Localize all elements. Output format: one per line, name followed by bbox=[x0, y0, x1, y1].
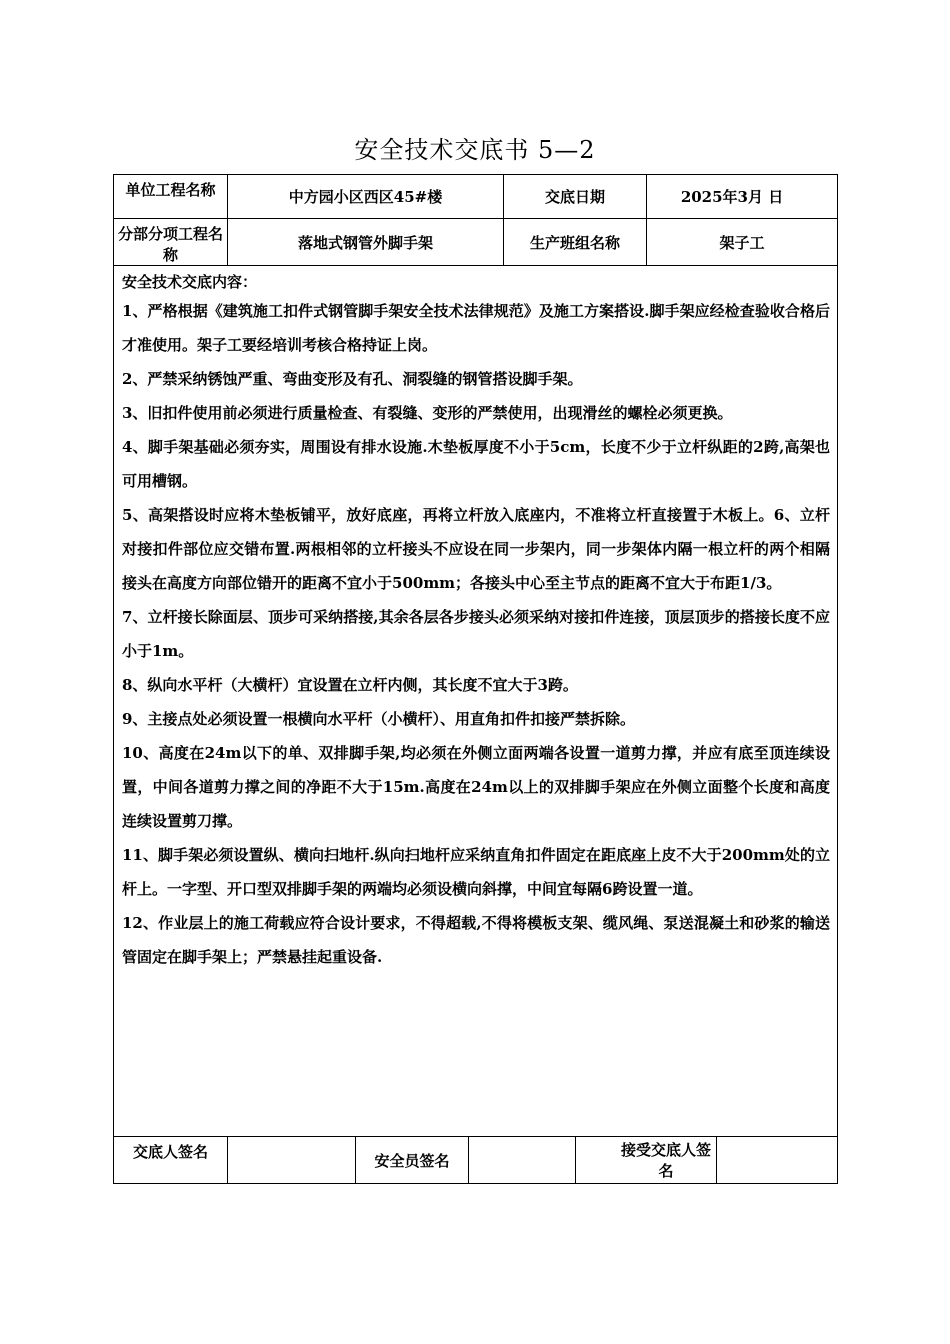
receiver-signature-field[interactable] bbox=[717, 1137, 838, 1184]
receiver-signature-label: 接受交底人签名 bbox=[576, 1137, 717, 1184]
document-title: 安全技术交底书 5—2 bbox=[354, 136, 596, 164]
content-item-8: 8、纵向水平杆（大横杆）宜设置在立杆内侧，其长度不宜大于3跨。 bbox=[122, 676, 578, 694]
content-item-10: 10、高度在24m以下的单、双排脚手架,均必须在外侧立面两端各设置一道剪力撑，并应有底至顶连续设置，中间各道剪力撑之间的净距不大于15m.高度在24m以上的双排脚手架应在外侧立面整个长度和高度连续设置剪刀撑。 bbox=[122, 744, 831, 830]
content-item-9: 9、主接点处必须设置一根横向水平杆（小横杆）、用直角扣件扣接严禁拆除。 bbox=[122, 710, 635, 728]
header-row-1 bbox=[114, 175, 838, 219]
sub-value: 落地式钢管外脚手架 bbox=[228, 219, 504, 266]
sub-label: 分部分项工程名称 bbox=[114, 219, 228, 266]
presenter-signature-field[interactable] bbox=[228, 1137, 356, 1184]
content-heading: 安全技术交底内容： bbox=[122, 273, 258, 291]
team-label: 生产班组名称 bbox=[504, 219, 647, 266]
header-row-2 bbox=[114, 219, 838, 266]
content-item-3: 3、旧扣件使用前必须进行质量检查、有裂缝、变形的严禁使用，出现滑丝的螺栓必须更换。 bbox=[122, 404, 733, 422]
unit-value: 中方园小区西区45#楼 bbox=[228, 175, 504, 219]
unit-label: 单位工程名称 bbox=[114, 175, 228, 219]
date-label: 交底日期 bbox=[504, 175, 647, 219]
safety-officer-signature-label: 安全员签名 bbox=[356, 1137, 469, 1184]
content-item-12: 12、作业层上的施工荷载应符合设计要求，不得超载,不得将模板支架、缆风绳、泵送混凝土和砂浆的输送管固定在脚手架上；严禁悬挂起重设备. bbox=[122, 914, 831, 966]
content-item-11: 11、脚手架必须设置纵、横向扫地杆.纵向扫地杆应采纳直角扣件固定在距底座上皮不大于200mm处的立杆上。一字型、开口型双排脚手架的两端均必须设横向斜撑，中间宜每隔6跨设置一道。 bbox=[122, 846, 831, 898]
content-item-4: 4、脚手架基础必须夯实，周围设有排水设施.木垫板厚度不小于5cm，长度不少于立杆纵距的2跨,高架也可用槽钢。 bbox=[122, 438, 831, 490]
content-item-5: 5、高架搭设时应将木垫板铺平，放好底座，再将立杆放入底座内，不准将立杆直接置于木板上。6、立杆对接扣件部位应交错布置.两根相邻的立杆接头不应设在同一步架内，同一步架体内隔一根立杆的两个相隔接头在高度方向部位错开的距离不宜小于500mm；各接头中心至主节点的距离不宜大于布距1/3。 bbox=[122, 506, 831, 592]
content-item-7: 7、立杆接长除面层、顶步可采纳搭接,其余各层各步接头必须采纳对接扣件连接，顶层顶步的搭接长度不应小于1m。 bbox=[122, 608, 831, 660]
content-item-2: 2、严禁采纳锈蚀严重、弯曲变形及有孔、洞裂缝的钢管搭设脚手架。 bbox=[122, 370, 583, 388]
content-item-1: 1、严格根据《建筑施工扣件式钢管脚手架安全技术法律规范》及施工方案搭设.脚手架应经检查验收合格后才准使用。架子工要经培训考核合格持证上岗。 bbox=[122, 302, 831, 354]
disclosure-table bbox=[113, 174, 838, 1184]
content-row bbox=[114, 266, 838, 1137]
safety-officer-signature-field[interactable] bbox=[469, 1137, 576, 1184]
presenter-signature-label: 交底人签名 bbox=[114, 1137, 228, 1184]
content-cell bbox=[114, 266, 838, 1137]
signature-row bbox=[114, 1137, 838, 1184]
date-value: 2025年3月 日 bbox=[647, 175, 838, 219]
team-value: 架子工 bbox=[647, 219, 838, 266]
